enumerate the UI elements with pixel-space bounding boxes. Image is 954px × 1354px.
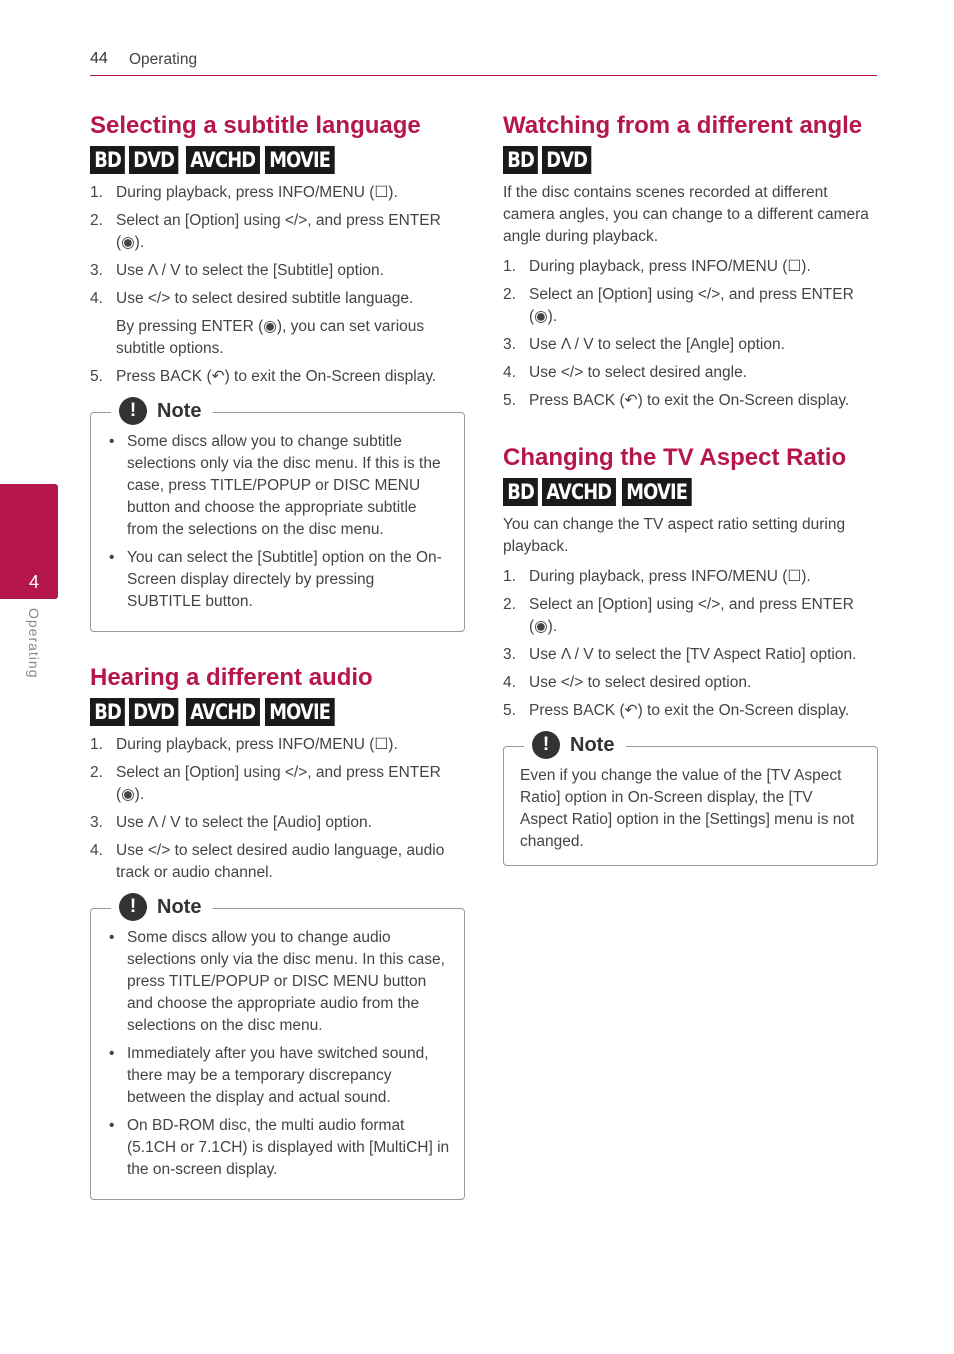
audio-section [90, 662, 465, 1200]
subtitle-section [90, 110, 465, 632]
note-title: Note [157, 895, 202, 918]
step-text: During playback, press INFO/MENU (☐). [529, 258, 811, 275]
disc-badges [90, 698, 465, 726]
section-title: Selecting a subtitle language [90, 112, 421, 139]
section-intro: If the disc contains scenes recorded at different camera angles, you can change to a different camera angle during playback. [503, 184, 869, 245]
step-list [90, 734, 465, 884]
step-number: 3. [503, 646, 516, 663]
bullet-icon: • [109, 433, 115, 450]
bullet-icon: • [109, 1045, 115, 1062]
step-text: Press BACK (↶) to exit the On-Screen display. [529, 702, 850, 719]
exclamation-icon: ! [119, 397, 147, 425]
step-item [90, 288, 465, 360]
step-text: Use Λ / V to select the [Audio] option. [116, 814, 372, 831]
note-item [107, 1115, 450, 1181]
step-number: 2. [503, 286, 516, 303]
page-header [90, 50, 877, 76]
step-item [503, 390, 878, 412]
step-number: 5. [503, 392, 516, 409]
bullet-icon: • [109, 1117, 115, 1134]
note-box [90, 895, 465, 1200]
step-text: Select an [Option] using </>, and press ENTER (◉). [529, 286, 854, 325]
disc-badge-avchd: AVCHD [542, 478, 616, 506]
note-item [107, 927, 450, 1037]
section-title: Watching from a different angle [503, 112, 863, 139]
step-number: 3. [90, 814, 103, 831]
aspect-section [503, 442, 878, 866]
chapter-label: Operating [26, 608, 42, 679]
step-number: 2. [503, 596, 516, 613]
step-item [90, 182, 465, 204]
disc-badge-movie: MOVIE [265, 146, 334, 174]
step-item [503, 362, 878, 384]
disc-badge-dvd: DVD [129, 698, 178, 726]
note-header [111, 891, 213, 923]
step-item [90, 260, 465, 282]
disc-badge-dvd: DVD [542, 146, 591, 174]
step-item [503, 700, 878, 722]
right-column [503, 110, 878, 866]
step-number: 5. [90, 368, 103, 385]
angle-section [503, 110, 878, 412]
step-text: Press BACK (↶) to exit the On-Screen display. [529, 392, 850, 409]
section-name: Operating [129, 51, 198, 68]
chapter-tab [0, 484, 58, 599]
note-list [107, 431, 450, 613]
chapter-number: 4 [29, 572, 40, 592]
left-column [90, 110, 465, 1200]
step-item [90, 366, 465, 388]
step-item [503, 672, 878, 694]
note-title: Note [570, 733, 615, 756]
section-title: Hearing a different audio [90, 664, 373, 691]
note-list [107, 927, 450, 1181]
step-item [503, 644, 878, 666]
note-text: Immediately after you have switched sound, there may be a temporary discrepancy between the display and actual sound. [127, 1045, 429, 1106]
disc-badge-bd: BD [503, 478, 538, 506]
step-item [90, 734, 465, 756]
chapter-side-label [26, 608, 44, 694]
note-text: On BD-ROM disc, the multi audio format (5.1CH or 7.1CH) is displayed with [MultiCH] in the on-screen display. [127, 1117, 450, 1178]
note-item [107, 431, 450, 541]
note-text: You can select the [Subtitle] option on the On-Screen display directely by pressing SUBTITLE button. [127, 549, 442, 610]
note-box [90, 399, 465, 632]
note-header [111, 395, 213, 427]
step-text: Use </> to select desired audio language, audio track or audio channel. [116, 842, 445, 881]
step-item [503, 256, 878, 278]
step-subtext: By pressing ENTER (◉), you can set various subtitle options. [116, 318, 425, 357]
step-list [90, 182, 465, 388]
step-text: Use </> to select desired angle. [529, 364, 747, 381]
exclamation-icon: ! [532, 731, 560, 759]
disc-badge-avchd: AVCHD [186, 698, 260, 726]
step-number: 1. [90, 736, 103, 753]
step-number: 2. [90, 764, 103, 781]
step-number: 4. [503, 674, 516, 691]
step-number: 4. [503, 364, 516, 381]
disc-badge-bd: BD [90, 146, 125, 174]
step-text: Use Λ / V to select the [TV Aspect Ratio] option. [529, 646, 857, 663]
note-item [107, 547, 450, 613]
note-text: Even if you change the value of the [TV Aspect Ratio] option in On-Screen display, the [TV Aspect Ratio] option in the [Settings] menu is not changed. [520, 767, 855, 850]
disc-badge-avchd: AVCHD [186, 146, 260, 174]
disc-badges [90, 146, 465, 174]
step-text: Select an [Option] using </>, and press ENTER (◉). [116, 764, 441, 803]
step-text: During playback, press INFO/MENU (☐). [529, 568, 811, 585]
section-title: Changing the TV Aspect Ratio [503, 444, 847, 471]
step-text: During playback, press INFO/MENU (☐). [116, 736, 398, 753]
step-number: 1. [503, 568, 516, 585]
disc-badge-movie: MOVIE [265, 698, 334, 726]
disc-badges [503, 478, 878, 506]
note-header [524, 729, 626, 761]
step-item [503, 566, 878, 588]
exclamation-icon: ! [119, 893, 147, 921]
disc-badge-bd: BD [90, 698, 125, 726]
step-text: During playback, press INFO/MENU (☐). [116, 184, 398, 201]
step-text: Use </> to select desired subtitle language. [116, 290, 414, 307]
step-number: 2. [90, 212, 103, 229]
step-item [90, 762, 465, 806]
step-number: 3. [503, 336, 516, 353]
step-number: 5. [503, 702, 516, 719]
step-number: 4. [90, 290, 103, 307]
step-text: Press BACK (↶) to exit the On-Screen display. [116, 368, 437, 385]
step-list [503, 256, 878, 412]
page-number: 44 [90, 50, 108, 67]
bullet-icon: • [109, 929, 115, 946]
step-item [90, 812, 465, 834]
note-text: Some discs allow you to change subtitle selections only via the disc menu. If this is the case, press TITLE/POPUP or DISC MENU button and choose the appropriate subtitle from the selections on the disc menu. [127, 433, 441, 538]
step-list [503, 566, 878, 722]
section-intro: You can change the TV aspect ratio setting during playback. [503, 516, 846, 555]
step-item [503, 594, 878, 638]
step-text: Select an [Option] using </>, and press ENTER (◉). [116, 212, 441, 251]
disc-badges [503, 146, 878, 174]
step-text: Select an [Option] using </>, and press ENTER (◉). [529, 596, 854, 635]
disc-badge-dvd: DVD [129, 146, 178, 174]
step-number: 3. [90, 262, 103, 279]
disc-badge-movie: MOVIE [622, 478, 691, 506]
step-item [90, 840, 465, 884]
note-text: Some discs allow you to change audio selections only via the disc menu. In this case, press TITLE/POPUP or DISC MENU button and choose the appropriate audio from the selections on the disc menu. [127, 929, 445, 1034]
step-number: 1. [503, 258, 516, 275]
step-text: Use </> to select desired option. [529, 674, 752, 691]
note-title: Note [157, 399, 202, 422]
note-item [107, 1043, 450, 1109]
step-text: Use Λ / V to select the [Subtitle] option. [116, 262, 384, 279]
step-number: 1. [90, 184, 103, 201]
step-text: Use Λ / V to select the [Angle] option. [529, 336, 785, 353]
step-item [503, 284, 878, 328]
note-box [503, 733, 878, 866]
step-number: 4. [90, 842, 103, 859]
step-item [90, 210, 465, 254]
step-item [503, 334, 878, 356]
disc-badge-bd: BD [503, 146, 538, 174]
bullet-icon: • [109, 549, 115, 566]
